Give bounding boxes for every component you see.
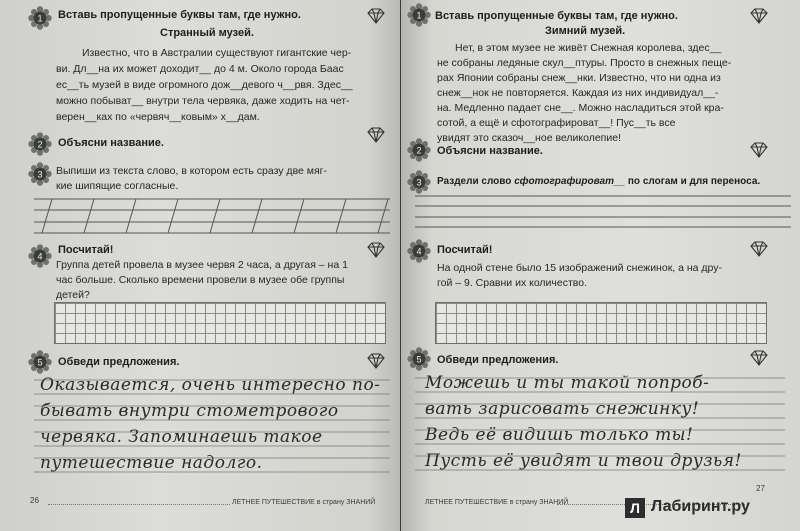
- svg-text:4: 4: [37, 251, 43, 262]
- footer-text: ЛЕТНЕЕ ПУТЕШЕСТВИЕ в страну ЗНАНИЙ: [232, 499, 376, 506]
- svg-text:1: 1: [416, 10, 422, 21]
- flower-badge-icon: [407, 138, 431, 162]
- task4-title: Посчитай!: [437, 244, 493, 256]
- script-sentence: бывать внутри стометрового: [40, 401, 339, 421]
- diamond-icon: [366, 127, 386, 143]
- svg-text:5: 5: [416, 354, 422, 365]
- task2-title: Объясни название.: [58, 137, 164, 149]
- task3-title: [437, 176, 760, 187]
- text-line: снеж__нок не повторяется. Каждая из них индивидуал__-: [437, 87, 719, 99]
- diamond-icon: [366, 353, 386, 369]
- flower-badge-icon: [28, 162, 52, 186]
- task4-text: детей?: [56, 289, 90, 301]
- task4-title: Посчитай!: [58, 244, 114, 256]
- diamond-icon: [366, 242, 386, 258]
- diamond-icon: [749, 142, 769, 158]
- task4-text: Группа детей провела в музее червя 2 часа, а другая – на 1: [56, 259, 348, 271]
- flower-badge-icon: [28, 244, 52, 268]
- watermark-text: Лабиринт.ру: [651, 498, 750, 515]
- script-sentence: путешествие надолго.: [40, 453, 263, 473]
- task1-title: Вставь пропущенные буквы там, где нужно.: [58, 9, 301, 21]
- task5-title: Обведи предложения.: [437, 354, 559, 366]
- text-line: ес__ть музей в виде огромного дож__девого ч__рвя. Здес__: [56, 79, 353, 91]
- svg-text:1: 1: [37, 13, 43, 24]
- svg-text:5: 5: [37, 357, 43, 368]
- svg-text:3: 3: [37, 169, 43, 180]
- task1-title: Вставь пропущенные буквы там, где нужно.: [435, 10, 678, 22]
- flower-badge-icon: [407, 3, 431, 27]
- flower-badge-icon: [28, 132, 52, 156]
- text-line: не собраны ледяные скул__птуры. Просто в снежных пеще-: [437, 57, 732, 69]
- flower-badge-icon: [407, 347, 431, 371]
- task4-text: час больше. Сколько времени провели в музее обе группы: [56, 274, 345, 286]
- labirint-watermark: [625, 496, 795, 522]
- answer-grid: [54, 302, 386, 344]
- script-sentence: червяка. Запоминаешь такое: [40, 427, 323, 447]
- page-number: 27: [756, 484, 765, 493]
- footer-text: ЛЕТНЕЕ ПУТЕШЕСТВИЕ в страну ЗНАНИЙ: [425, 499, 569, 506]
- diamond-icon: [749, 8, 769, 24]
- text-line: верен__ках по «червяч__ковым» х__дам.: [56, 111, 260, 123]
- labirint-logo-icon: Л: [625, 498, 645, 518]
- story-title: Зимний музей.: [545, 25, 626, 37]
- page-number: 26: [30, 496, 39, 505]
- text-line: на. Медленно падает сне__. Можно насладиться этой кра-: [437, 102, 724, 114]
- task2-title: Объясни название.: [437, 145, 543, 157]
- task4-text: гой – 9. Сравни их количество.: [437, 277, 588, 289]
- diamond-icon: [749, 350, 769, 366]
- script-sentence: Ведь её видишь только ты!: [425, 425, 694, 445]
- text-line: Нет, в этом музее не живёт Снежная королева, здес__: [455, 42, 722, 54]
- flower-badge-icon: [407, 239, 431, 263]
- footer-rule: [48, 504, 230, 505]
- text-line: увидят это сказоч__ное великолепие!: [437, 132, 621, 144]
- writing-lines: [34, 196, 390, 236]
- flower-badge-icon: [407, 170, 431, 194]
- script-sentence: Оказывается, очень интересно по-: [40, 375, 381, 395]
- task3-text: Выпиши из текста слово, в котором есть сразу две мяг-: [56, 165, 328, 177]
- flower-badge-icon: [28, 350, 52, 374]
- diamond-icon: [749, 241, 769, 257]
- writing-lines: [415, 194, 791, 230]
- task4-text: На одной стене было 15 изображений снежинок, а на дру-: [437, 262, 723, 274]
- svg-text:4: 4: [416, 246, 422, 257]
- task5-title: Обведи предложения.: [58, 356, 180, 368]
- svg-text:2: 2: [37, 139, 43, 150]
- text-line: можно побыват__ внутри тела червяка, даже ходить на чет-: [56, 95, 350, 107]
- task3-text: кие шипящие согласные.: [56, 180, 179, 192]
- text-line: Известно, что в Австралии существуют гигантские чер-: [82, 47, 352, 59]
- right-page: [401, 0, 800, 531]
- task3-prefix: Раздели слово: [437, 176, 515, 187]
- text-line: сотой, а ещё и сфотографироват__! Пус__ть все: [437, 117, 676, 129]
- flower-badge-icon: [28, 6, 52, 30]
- svg-text:2: 2: [416, 145, 422, 156]
- diamond-icon: [366, 8, 386, 24]
- answer-grid: [435, 302, 767, 344]
- script-sentence: вать зарисовать снежинку!: [425, 399, 700, 419]
- story-title: Странный музей.: [160, 27, 254, 39]
- script-sentence: Пусть её увидят и твои друзья!: [425, 451, 742, 471]
- task3-suffix: по слогам и для переноса.: [625, 176, 761, 187]
- task3-word: сфотографироват__: [514, 176, 626, 187]
- text-line: рах Японии собраны снеж__нки. Известно, что ни одна из: [437, 72, 721, 84]
- svg-text:3: 3: [416, 177, 422, 188]
- text-line: ви. Дл__на их может доходит__ до 4 м. Около города Баас: [56, 63, 344, 75]
- script-sentence: Можешь и ты такой попроб-: [425, 373, 710, 393]
